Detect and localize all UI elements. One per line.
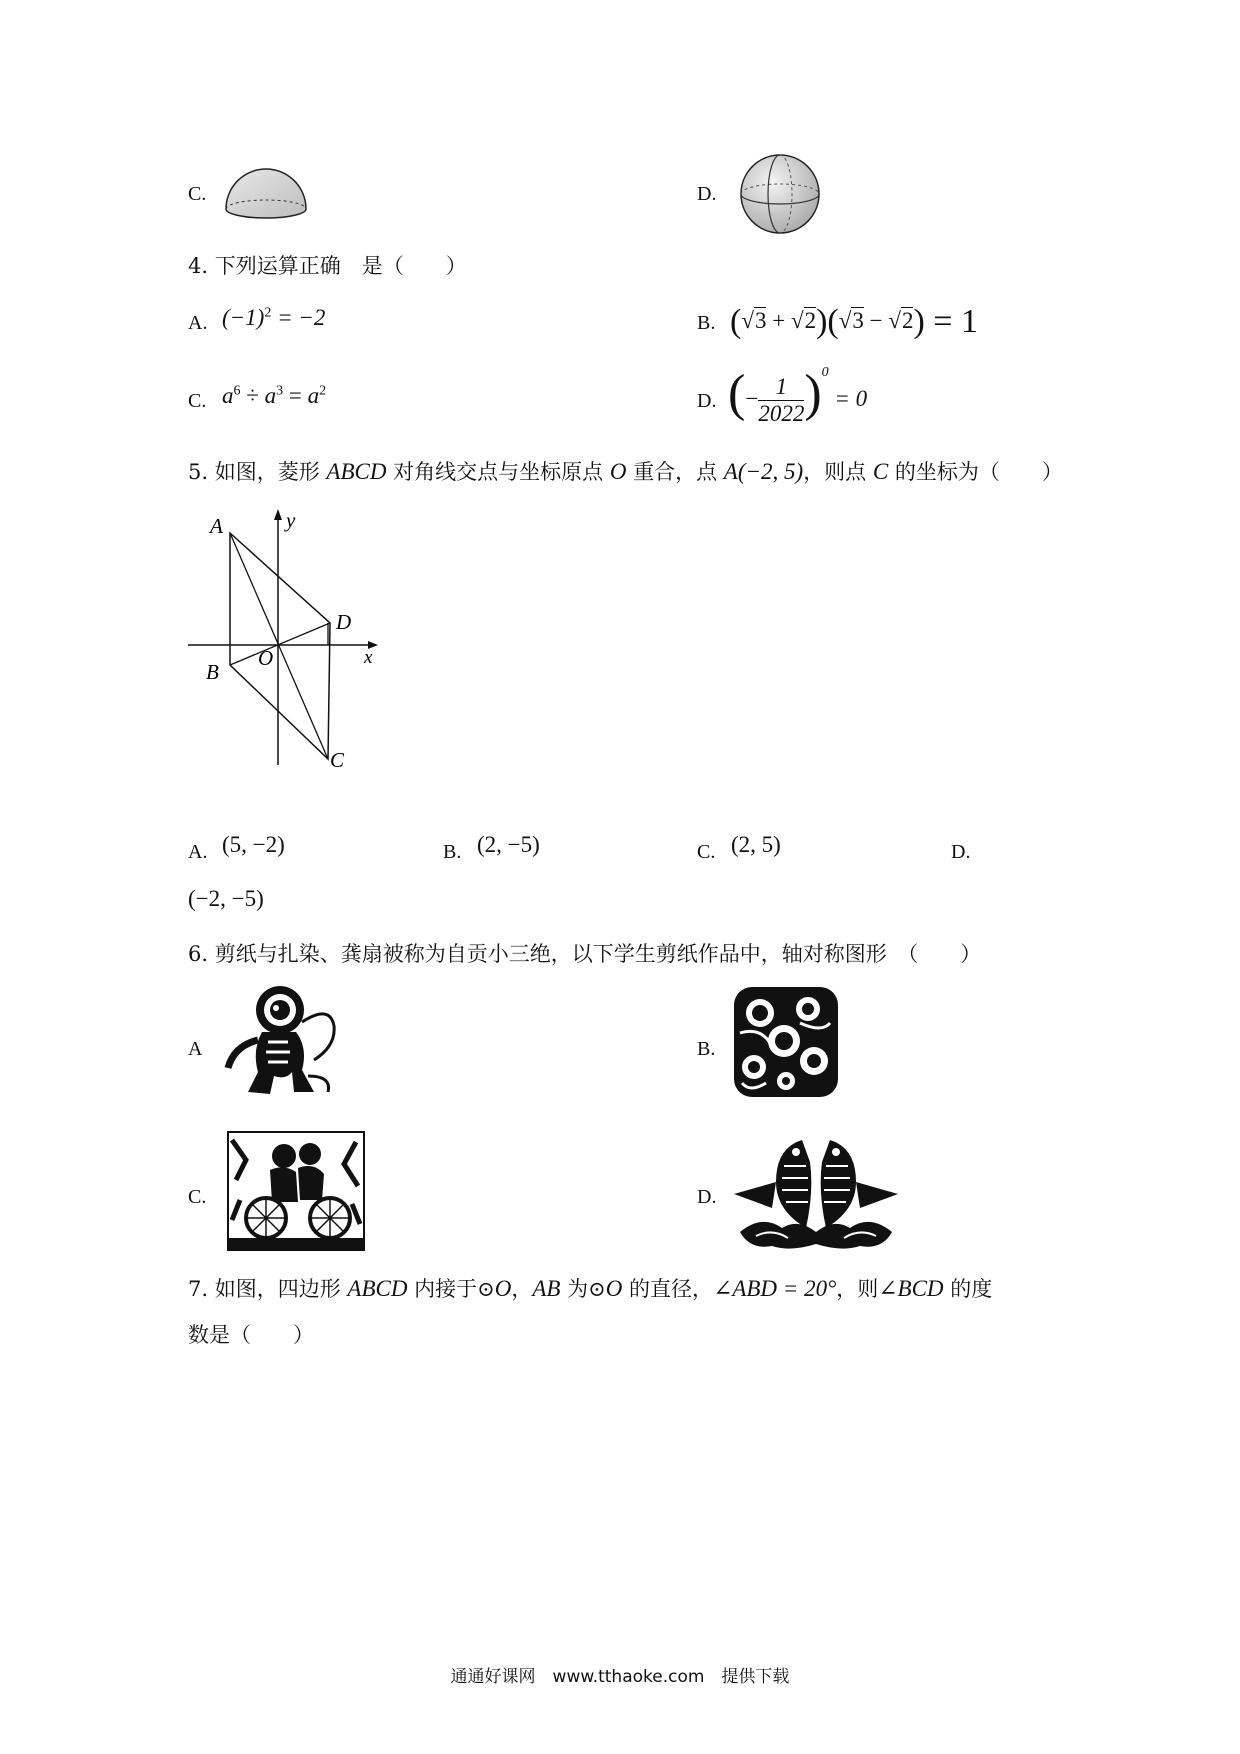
q4-option-a-label: A. (188, 312, 208, 334)
papercut-bicycle-image (226, 1130, 366, 1252)
page-footer: 通通好课网 www.tthaoke.com 提供下载 (450, 1667, 790, 1687)
y-axis-arrow (274, 509, 282, 520)
q5-option-a-value: (5, −2) (222, 832, 285, 857)
label-x: x (364, 647, 373, 668)
q3-option-c-label: C. (188, 183, 207, 205)
papercut-character-image (730, 983, 842, 1101)
q6-option-a-label: A (188, 1038, 203, 1060)
q5-option-d-label: D. (951, 841, 971, 863)
q7-stem-line2: 数是（ ） (188, 1323, 314, 1347)
q6-option-c-label: C. (188, 1186, 207, 1208)
q4-option-b-expr: (√3 + √2)(√3 − √2) = 1 (730, 303, 978, 340)
q5-option-a-label: A. (188, 841, 208, 863)
q4-option-d-label: D. (697, 390, 717, 412)
diagonal-bd (230, 623, 330, 665)
rhombus-coordinate-figure (186, 505, 386, 775)
label-d: D (336, 610, 352, 634)
papercut-fish-image (732, 1132, 900, 1252)
hemisphere-figure (222, 165, 312, 225)
papercut-monkey-image (222, 980, 342, 1102)
label-o: O (258, 646, 274, 670)
q4-option-c-expr: $a^6 \div a^3 = a^2$ (222, 383, 327, 408)
q5-option-b-label: B. (443, 841, 462, 863)
diagonal-ac (230, 533, 328, 759)
q6-option-d-label: D. (697, 1186, 717, 1208)
label-y: y (286, 508, 296, 532)
q4-option-c-label: C. (188, 390, 207, 412)
q5-stem: 5. 如图，菱形 ABCD 对角线交点与坐标原点 O 重合，点 A(−2, 5)，则点 C 的坐标为（ ） (188, 459, 1063, 484)
q6-stem: 6. 剪纸与扎染、龚扇被称为自贡小三绝，以下学生剪纸作品中，轴对称图形 （ ） (188, 942, 982, 966)
q4-stem: 4. 下列运算正确 是（ ） (188, 254, 467, 278)
q5-option-c-label: C. (697, 841, 716, 863)
label-b: B (206, 660, 219, 684)
q4-option-d-expr: (− $\frac{1}{2022}$ )$^0$ = 0 (728, 365, 868, 427)
q7-stem-line1: 7. 如图，四边形 ABCD 内接于⊙O，AB 为⊙O 的直径，∠ABD = 20°，则∠BCD 的度 (188, 1276, 993, 1301)
q3-option-d-label: D. (697, 183, 717, 205)
sphere-figure (738, 152, 822, 236)
label-c: C (330, 748, 345, 772)
q6-option-b-label: B. (697, 1038, 716, 1060)
q4-option-a-expr: $(-1)^2 = -2$ (222, 305, 326, 330)
q4-option-b-label: B. (697, 312, 716, 334)
q5-option-d-value: (−2, −5) (188, 886, 264, 911)
q5-option-c-value: (2, 5) (731, 832, 781, 857)
label-a: A (210, 514, 223, 538)
q5-option-b-value: (2, −5) (477, 832, 540, 857)
